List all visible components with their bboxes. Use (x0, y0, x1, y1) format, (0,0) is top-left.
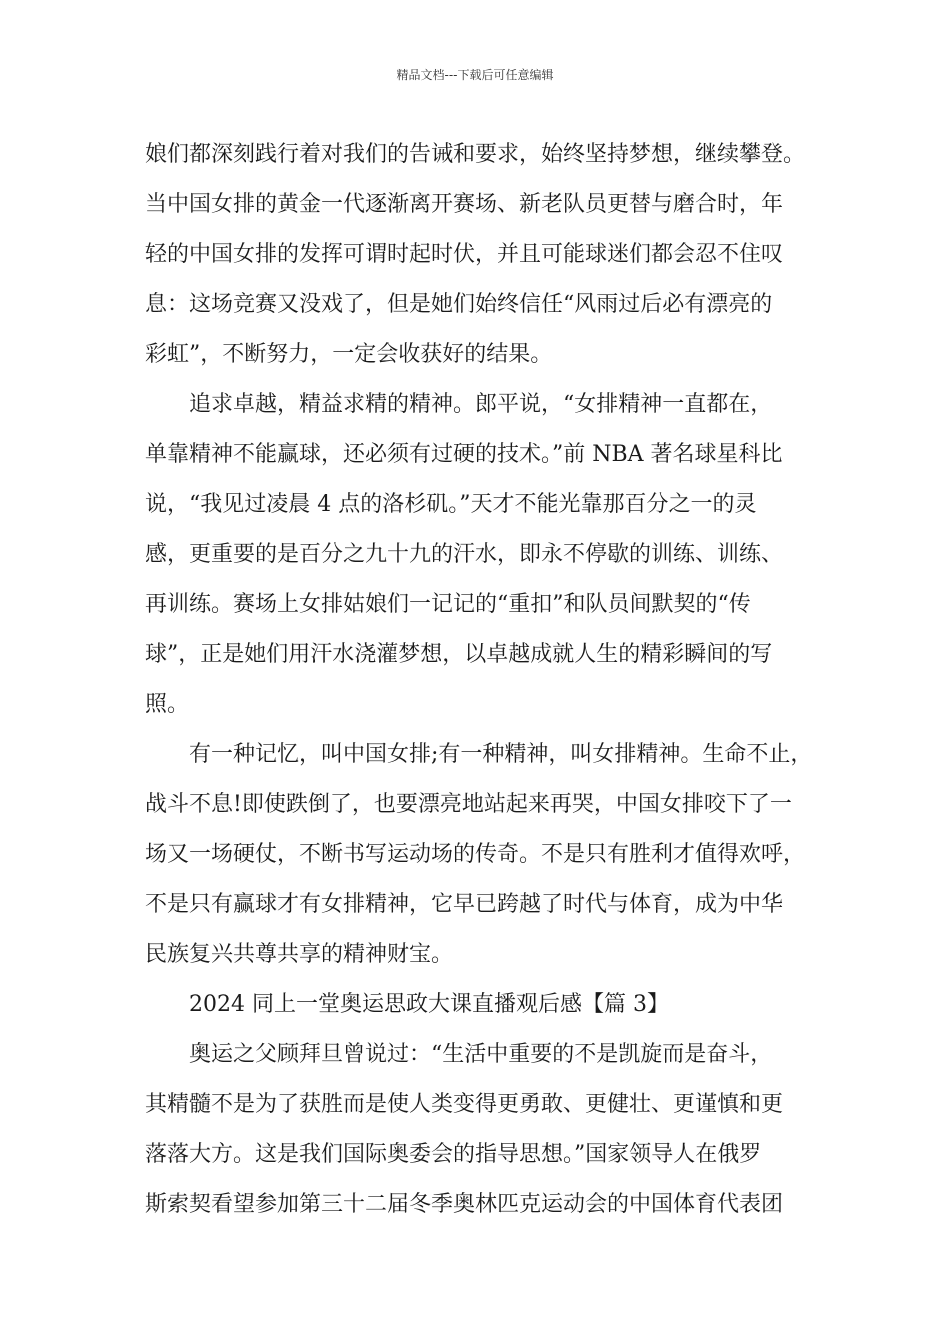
text-line: 民族复兴共尊共享的精神财宝。 (145, 942, 454, 967)
text-line: 轻的中国女排的发挥可谓时起时伏，并且可能球迷们都会忍不住叹 (145, 242, 784, 267)
section-heading: 2024 同上一堂奥运思政大课直播观后感【篇 3】 (189, 992, 669, 1017)
text-line: 单靠精神不能赢球，还必须有过硬的技术。”前 NBA 著名球星科比 (145, 442, 783, 467)
text-line: 奥运之父顾拜旦曾说过：“生活中重要的不是凯旋而是奋斗， (189, 1042, 773, 1067)
text-line: 感，更重要的是百分之九十九的汗水，即永不停歇的训练、训练、 (145, 542, 784, 567)
text-line: 息：这场竞赛又没戏了，但是她们始终信任“风雨过后必有漂亮的 (145, 292, 773, 317)
text-line: 再训练。赛场上女排姑娘们一记记的“重扣”和队员间默契的“传 (145, 592, 751, 617)
text-line: 照。 (145, 692, 190, 717)
page-header: 精品文档---下载后可任意编辑 (396, 68, 554, 82)
text-line: 斯索契看望参加第三十二届冬季奥林匹克运动会的中国体育代表团 (145, 1192, 784, 1217)
text-line: 场又一场硬仗，不断书写运动场的传奇。不是只有胜利才值得欢呼， (145, 842, 806, 867)
text-line: 有一种记忆，叫中国女排;有一种精神，叫女排精神。生命不止， (189, 742, 813, 767)
text-line: 落落大方。这是我们国际奥委会的指导思想。”国家领导人在俄罗 (145, 1142, 762, 1167)
document-body (145, 130, 815, 1230)
text-line: 说，“我见过凌晨 4 点的洛杉矶。”天才不能光靠那百分之一的灵 (145, 492, 757, 517)
text-line: 娘们都深刻践行着对我们的告诫和要求，始终坚持梦想，继续攀登。 (145, 142, 806, 167)
text-line: 追求卓越，精益求精的精神。郎平说，“女排精神一直都在， (189, 392, 773, 417)
text-line: 当中国女排的黄金一代逐渐离开赛场、新老队员更替与磨合时，年 (145, 192, 784, 217)
text-line: 其精髓不是为了获胜而是使人类变得更勇敢、更健壮、更谨慎和更 (145, 1092, 784, 1117)
text-line: 不是只有赢球才有女排精神，它早已跨越了时代与体育，成为中华 (145, 892, 784, 917)
text-line: 战斗不息!即使跌倒了，也要漂亮地站起来再哭，中国女排咬下了一 (145, 792, 792, 817)
text-line: 球”，正是她们用汗水浇灌梦想，以卓越成就人生的精彩瞬间的写 (145, 642, 773, 667)
text-line: 彩虹”，不断努力，一定会收获好的结果。 (145, 342, 553, 367)
